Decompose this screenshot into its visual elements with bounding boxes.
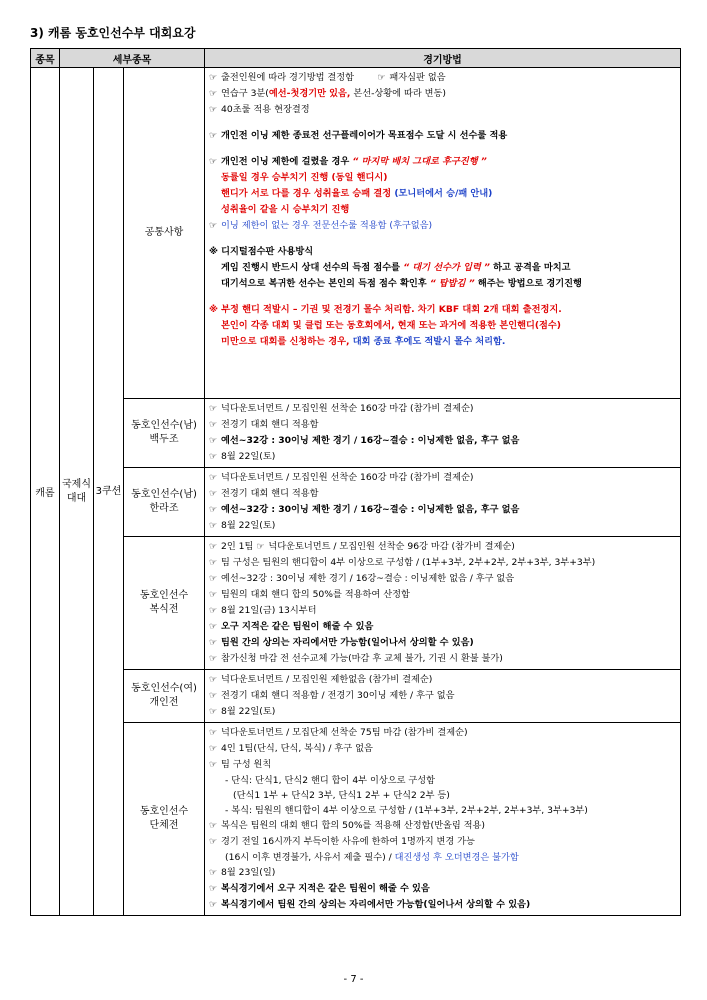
division-cell: 국제식 대대 bbox=[60, 68, 94, 916]
pointing-hand-icon: ☞ bbox=[209, 744, 218, 754]
pointing-hand-icon: ☞ bbox=[209, 691, 218, 701]
pointing-hand-icon: ☞ bbox=[209, 868, 218, 878]
header-detail: 세부종목 bbox=[60, 49, 205, 68]
common-label: 공통사항 bbox=[124, 68, 205, 399]
pointing-hand-icon: ☞ bbox=[209, 505, 218, 515]
pointing-hand-icon: ☞ bbox=[209, 574, 218, 584]
pointing-hand-icon: ☞ bbox=[209, 675, 218, 685]
pointing-hand-icon: ☞ bbox=[209, 521, 218, 531]
table-row bbox=[31, 68, 681, 399]
doubles-content: ☞ 2인 1팀 ☞ 넉다운토너먼트 / 모집인원 선착순 96강 마감 (참가비 결제순) ☞ 팀 구성은 팀원의 핸디합이 4부 이상으로 구성함 / (1부+3부, 2부+2부, 2부+3부, 3부+3부) ☞ 예선~32강 : 30이닝 제한 경기 / 16강~결승 : 이닝제한 없음 / 후구 없음 ☞ 팀원의 대회 핸디 합의 50%를 적용하여 산정함 ☞ 8월 21일(금) 13시부터 ☞ 오구 지적은 같은 팀원이 해줄 수 있음 ☞ 팀원 간의 상의는 자리에서만 가능함(일어나서 상의할 수 있음) ☞ 참가신청 마감 전 선수교체 가능(마감 후 교체 불가, 기권 시 환불 불가) bbox=[205, 537, 681, 670]
pointing-hand-icon: ☞ bbox=[209, 131, 218, 141]
pointing-hand-icon: ☞ bbox=[209, 221, 218, 231]
pointing-hand-icon: ☞ bbox=[377, 73, 386, 83]
men-baekdu-label: 동호인선수(남) 백두조 bbox=[124, 399, 205, 468]
rules-table bbox=[30, 48, 681, 916]
men-halla-content: ☞ 넉다운토너먼트 / 모집인원 선착순 160강 마감 (참가비 결제순) ☞ 전경기 대회 핸디 적용함 ☞ 예선~32강 : 30이닝 제한 경기 / 16강~결승 : 이닝제한 없음, 후구 없음 ☞ 8월 22일(토) bbox=[205, 468, 681, 537]
table-header-row bbox=[31, 49, 681, 68]
table-row bbox=[31, 468, 681, 537]
table-row bbox=[31, 537, 681, 670]
pointing-hand-icon: ☞ bbox=[209, 73, 218, 83]
men-baekdu-content: ☞ 넉다운토너먼트 / 모집인원 선착순 160강 마감 (참가비 결제순) ☞ 전경기 대회 핸디 적용함 ☞ 예선~32강 : 30이닝 제한 경기 / 16강~결승 : 이닝제한 없음, 후구 없음 ☞ 8월 22일(토) bbox=[205, 399, 681, 468]
pointing-hand-icon: ☞ bbox=[209, 638, 218, 648]
header-method: 경기방법 bbox=[205, 49, 681, 68]
pointing-hand-icon: ☞ bbox=[209, 489, 218, 499]
pointing-hand-icon: ☞ bbox=[209, 420, 218, 430]
pointing-hand-icon: ☞ bbox=[209, 606, 218, 616]
table-row bbox=[31, 723, 681, 916]
section-title: 3) 캐롬 동호인선수부 대회요강 bbox=[30, 26, 196, 40]
event-cell: 캐롬 bbox=[31, 68, 60, 916]
pointing-hand-icon: ☞ bbox=[209, 590, 218, 600]
pointing-hand-icon: ☞ bbox=[209, 436, 218, 446]
table-row bbox=[31, 399, 681, 468]
pointing-hand-icon: ☞ bbox=[209, 622, 218, 632]
format-cell: 3쿠션 bbox=[94, 68, 124, 916]
pointing-hand-icon: ☞ bbox=[209, 473, 218, 483]
pointing-hand-icon: ☞ bbox=[209, 558, 218, 568]
team-content: ☞ 넉다운토너먼트 / 모집단체 선착순 75팀 마감 (참가비 결제순) ☞ 4인 1팀(단식, 단식, 복식) / 후구 없음 ☞ 팀 구성 원칙 - 단식: 단식1, 단식2 핸디 합이 4부 이상으로 구성함 (단식1 1부 + 단식2 3부, 단식1 2부 + 단식2 2부 등) - 복식: 팀원의 핸디합이 4부 이상으로 구성함 / (1부+3부, 2부+2부, 2부+3부, 3부+3부) ☞ 복식은 팀원의 대회 핸디 합의 50%를 적용해 산정함(반올림 적용) ☞ 경기 전일 16시까지 부득이한 사유에 한하여 1명까지 변경 가능 (16시 이후 변경불가, 사유서 제출 필수) / 대진생성 후 오더변경은 불가함 ☞ 8월 23일(일) ☞ 복식경기에서 오구 지적은 같은 팀원이 해줄 수 있음 ☞ 복식경기에서 팀원 간의 상의는 자리에서만 가능함(일어나서 상의할 수 있음) bbox=[205, 723, 681, 916]
pointing-hand-icon: ☞ bbox=[209, 404, 218, 414]
pointing-hand-icon: ☞ bbox=[209, 452, 218, 462]
doubles-label: 동호인선수 복식전 bbox=[124, 537, 205, 670]
pointing-hand-icon: ☞ bbox=[209, 884, 218, 894]
women-label: 동호인선수(여) 개인전 bbox=[124, 670, 205, 723]
pointing-hand-icon: ☞ bbox=[256, 542, 265, 552]
header-event: 종목 bbox=[31, 49, 60, 68]
pointing-hand-icon: ☞ bbox=[209, 654, 218, 664]
pointing-hand-icon: ☞ bbox=[209, 837, 218, 847]
pointing-hand-icon: ☞ bbox=[209, 821, 218, 831]
page-number: - 7 - bbox=[343, 974, 364, 985]
women-content: ☞ 넉다운토너먼트 / 모집인원 제한없음 (참가비 결제순) ☞ 전경기 대회 핸디 적용함 / 전경기 30이닝 제한 / 후구 없음 ☞ 8월 22일(토) bbox=[205, 670, 681, 723]
pointing-hand-icon: ☞ bbox=[209, 89, 218, 99]
pointing-hand-icon: ☞ bbox=[209, 900, 218, 910]
pointing-hand-icon: ☞ bbox=[209, 157, 218, 167]
pointing-hand-icon: ☞ bbox=[209, 105, 218, 115]
men-halla-label: 동호인선수(남) 한라조 bbox=[124, 468, 205, 537]
team-label: 동호인선수 단체전 bbox=[124, 723, 205, 916]
pointing-hand-icon: ☞ bbox=[209, 760, 218, 770]
pointing-hand-icon: ☞ bbox=[209, 707, 218, 717]
common-content: ☞ 출전인원에 따라 경기방법 결정함 ☞ 패자심판 없음 ☞ 연습구 3분(예선-첫경기만 있음, 본선-상황에 따라 변동) ☞ 40초룰 적용 현장결정 ☞ 개인전 이닝 제한 종료전 선구플레이어가 목표점수 도달 시 선수룰 적용 ☞ 개인전 이닝 제한에 걸렸을 경우 “ 마지막 배치 그대로 후구진행 ” 동률일 경우 승부치기 진행 (동일 핸디시) 핸디가 서로 다를 경우 성취율로 승패 결정 (모니터에서 승/패 안내) 성취율이 같을 시 승부치기 진행 ☞ 이닝 제한이 없는 경우 전문선수룰 적용함 (후구없음) ※ 디지털점수판 사용방식 게임 진행시 반드시 상대 선수의 득점 점수를 “ 대기 선수가 입력 ” 하고 공격을 마치고 대기석으로 복귀한 선수는 본인의 득점 점수 확인후 “ 탑밥김 ” 해주는 방법으로 경기진행 ※ 부정 핸디 적발시 – 기권 및 전경기 몰수 처리함. 차기 KBF 대회 2개 대회 출전정지. 본인이 각종 대회 및 클럽 또는 동호회에서, 현재 또는 과거에 적용한 본인핸디(점수) 미만으로 대회를 신청하는 경우, 대회 종료 후에도 적발시 몰수 처리함. bbox=[205, 68, 681, 399]
pointing-hand-icon: ☞ bbox=[209, 542, 218, 552]
pointing-hand-icon: ☞ bbox=[209, 728, 218, 738]
table-row bbox=[31, 670, 681, 723]
